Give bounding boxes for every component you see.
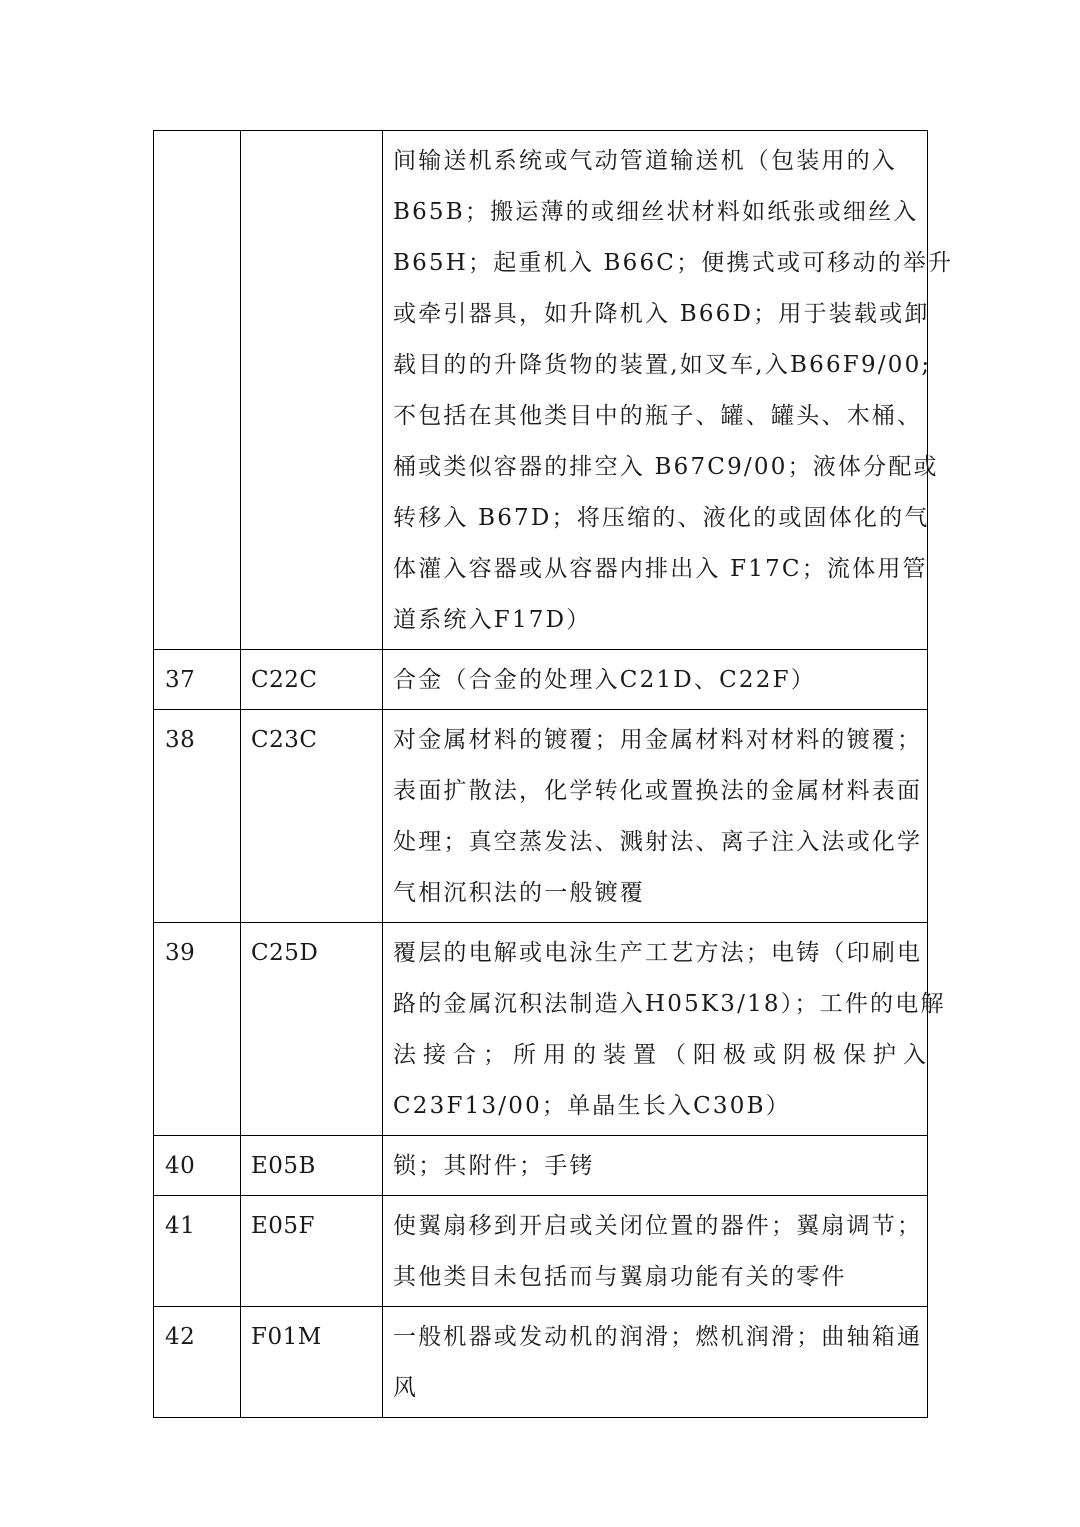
class-code: E05F bbox=[241, 1196, 383, 1307]
description-line: 转移入 B67D；将压缩的、液化的或固体化的气 bbox=[393, 505, 930, 531]
table-row bbox=[154, 1307, 928, 1418]
description-line: 或牵引器具，如升降机入 B66D；用于装载或卸 bbox=[393, 301, 930, 327]
row-number: 40 bbox=[154, 1136, 241, 1196]
class-description bbox=[383, 650, 928, 710]
row-number: 39 bbox=[154, 923, 241, 1136]
description-line: 载目的的升降货物的装置,如叉车,入B66F9/00; bbox=[393, 352, 932, 378]
class-description bbox=[383, 1136, 928, 1196]
table-row bbox=[154, 1196, 928, 1307]
table-row bbox=[154, 923, 928, 1136]
description-line: 锁；其附件；手铐 bbox=[393, 1153, 595, 1179]
class-description bbox=[383, 1307, 928, 1418]
description-line: 间输送机系统或气动管道输送机（包装用的入 bbox=[393, 148, 897, 174]
description-line: 合金（合金的处理入C21D、C22F） bbox=[393, 667, 816, 693]
description-line: 一般机器或发动机的润滑；燃机润滑；曲轴箱通 bbox=[393, 1324, 923, 1350]
row-number: 37 bbox=[154, 650, 241, 710]
description-line: 气相沉积法的一般镀覆 bbox=[393, 880, 645, 906]
class-description bbox=[383, 710, 928, 923]
description-line: 对金属材料的镀覆；用金属材料对材料的镀覆； bbox=[393, 727, 923, 753]
description-line: 路的金属沉积法制造入H05K3/18）；工件的电解 bbox=[393, 991, 946, 1017]
description-line: C23F13/00；单晶生长入C30B） bbox=[393, 1093, 791, 1119]
description-line: 法接合；所用的装置（阳极或阴极保护入 bbox=[393, 1042, 933, 1068]
class-description bbox=[383, 923, 946, 1136]
class-code: C25D bbox=[241, 923, 383, 1136]
description-line: B65H；起重机入 B66C；便携式或可移动的举升 bbox=[393, 250, 954, 276]
description-line: 不包括在其他类目中的瓶子、罐、罐头、木桶、 bbox=[393, 403, 923, 429]
description-line: 使翼扇移到开启或关闭位置的器件；翼扇调节； bbox=[393, 1213, 923, 1239]
row-number: 38 bbox=[154, 710, 241, 923]
class-code: E05B bbox=[241, 1136, 383, 1196]
row-number: 42 bbox=[154, 1307, 241, 1418]
description-line: 其他类目未包括而与翼扇功能有关的零件 bbox=[393, 1264, 847, 1290]
class-code: C23C bbox=[241, 710, 383, 923]
table-row bbox=[154, 131, 928, 650]
description-line: 覆层的电解或电泳生产工艺方法；电铸（印刷电 bbox=[393, 940, 923, 966]
table-row bbox=[154, 1136, 928, 1196]
class-code bbox=[241, 131, 383, 650]
table-row bbox=[154, 650, 928, 710]
description-line: 体灌入容器或从容器内排出入 F17C；流体用管 bbox=[393, 556, 928, 582]
class-code: C22C bbox=[241, 650, 383, 710]
class-description bbox=[383, 1196, 928, 1307]
description-line: 风 bbox=[393, 1375, 419, 1401]
row-number bbox=[154, 131, 241, 650]
description-line: B65B；搬运薄的或细丝状材料如纸张或细丝入 bbox=[393, 199, 919, 225]
class-description bbox=[383, 131, 954, 650]
description-line: 道系统入F17D） bbox=[393, 607, 592, 633]
description-line: 表面扩散法，化学转化或置换法的金属材料表面 bbox=[393, 778, 923, 804]
classification-table bbox=[153, 130, 954, 1418]
table-body bbox=[154, 131, 954, 1418]
row-number: 41 bbox=[154, 1196, 241, 1307]
description-line: 桶或类似容器的排空入 B67C9/00；液体分配或 bbox=[393, 454, 939, 480]
class-code: F01M bbox=[241, 1307, 383, 1418]
table-row bbox=[154, 710, 928, 923]
description-line: 处理；真空蒸发法、溅射法、离子注入法或化学 bbox=[393, 829, 923, 855]
